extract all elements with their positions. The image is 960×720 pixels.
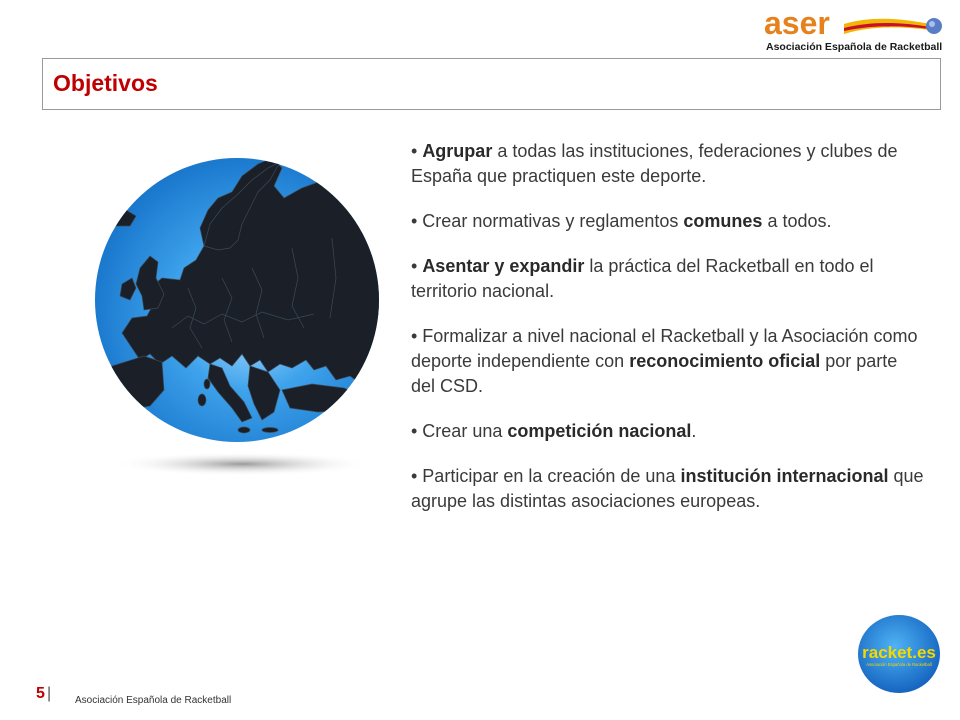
objective-text: a todas las instituciones, federaciones y clubes de España que practiquen este deporte.	[411, 141, 898, 186]
objectives-list	[411, 139, 926, 534]
objective-item	[411, 139, 926, 189]
objective-text: • Formalizar a nivel nacional el Racketball y la Asociación como deporte independiente con	[411, 326, 918, 371]
objective-emphasis: Agrupar	[422, 141, 493, 161]
objective-item	[411, 324, 926, 399]
objective-emphasis: comunes	[683, 211, 763, 231]
objective-item	[411, 419, 926, 444]
aser-logo	[760, 4, 950, 56]
objective-emphasis: competición nacional	[507, 421, 692, 441]
footer-text: Asociación Española de Racketball	[75, 695, 232, 706]
objective-text: por parte del CSD.	[411, 351, 898, 396]
objective-item	[411, 464, 926, 514]
objective-text: • Crear una	[411, 421, 508, 441]
svg-text:aser: aser	[764, 5, 830, 41]
objective-text: • Participar en la creación de una	[411, 466, 681, 486]
objective-emphasis: reconocimiento oficial	[629, 351, 821, 371]
europe-globe-icon	[92, 128, 382, 478]
racket-es-badge	[857, 614, 941, 694]
title-box	[42, 58, 941, 110]
objective-item	[411, 254, 926, 304]
svg-text:Asociación Española de Racketb: Asociación Española de Racketball	[866, 662, 932, 667]
objective-emphasis: Asentar y expandir	[422, 256, 585, 276]
objective-emphasis: institución internacional	[680, 466, 889, 486]
objective-text: .	[691, 421, 697, 441]
objective-text: •	[411, 141, 423, 161]
objective-text: a todos.	[762, 211, 832, 231]
objective-text: que agrupe las distintas asociaciones europeas.	[411, 466, 924, 511]
page-separator: |	[47, 685, 52, 702]
page-number: 5	[36, 685, 45, 702]
objective-text: • Crear normativas y reglamentos	[411, 211, 684, 231]
objective-text: •	[411, 256, 423, 276]
svg-text:racket.es: racket.es	[862, 643, 936, 662]
objective-text: la práctica del Racketball en todo el territorio nacional.	[411, 256, 874, 301]
objective-item	[411, 209, 926, 234]
slide-title: Objetivos	[53, 70, 158, 96]
svg-text:Asociación Española de Racketb: Asociación Española de Racketball	[766, 41, 943, 53]
